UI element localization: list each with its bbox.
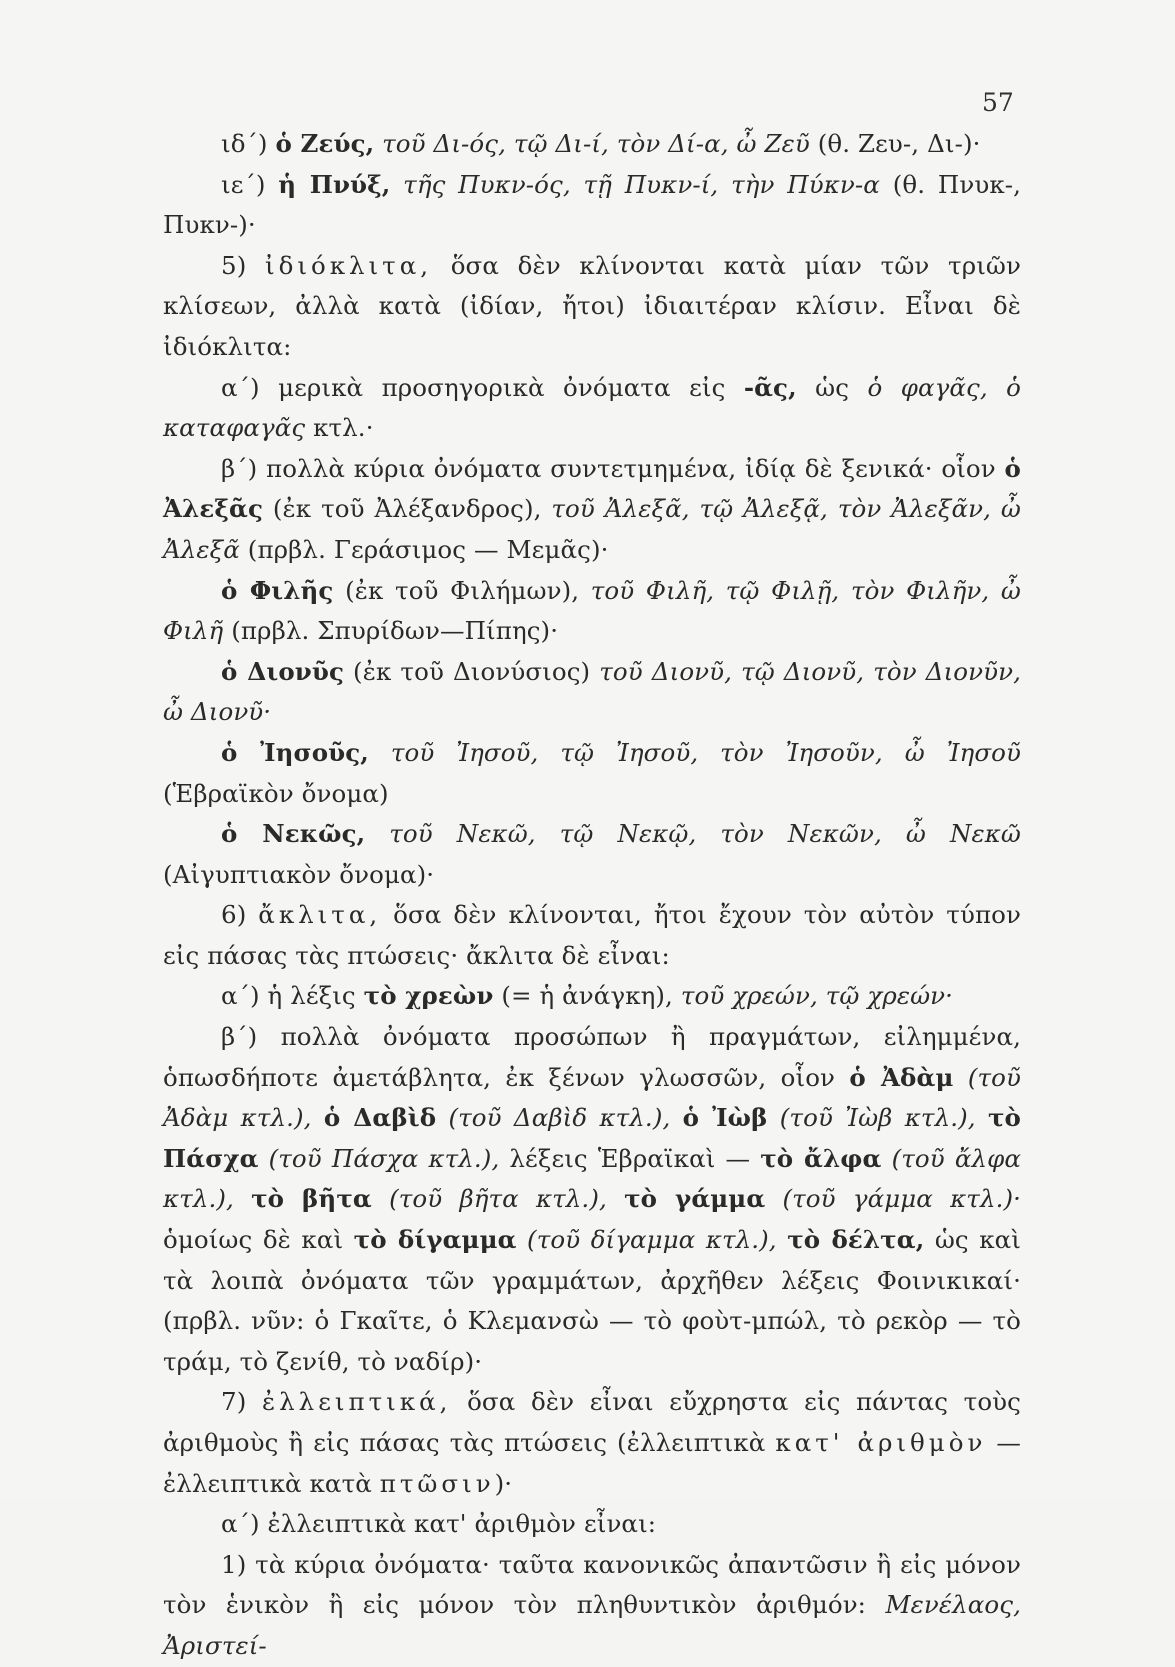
paragraph <box>163 1017 1021 1382</box>
text-run: (ἐκ τοῦ Φιλήμων), <box>333 575 591 605</box>
text-run: (ἐκ τοῦ Διονύσιος) <box>343 656 600 686</box>
text-run: ὁ Ἰησοῦς, <box>221 737 369 767</box>
text-run: τὸ Πάσχα <box>163 1103 1021 1173</box>
text-run: (τοῦ βῆτα κτλ.), <box>371 1184 625 1214</box>
text-run: — ἐλλειπτικὰ κατὰ <box>163 1428 1021 1498</box>
text-run: (πρβλ. Σπυρίδων—Πίπης)· <box>223 616 559 646</box>
text-run: ὁ Νεκῶς, <box>221 819 366 849</box>
text-run: 7) <box>221 1387 262 1417</box>
text-run: τοῦ χρεών, τῷ χρεών· <box>680 981 954 1011</box>
text-run: ἰδιόκλιτα, <box>265 250 433 280</box>
paragraph <box>163 1504 1021 1545</box>
text-run: (τοῦ γάμμα κτλ.)· <box>765 1184 1022 1214</box>
text-run: πτῶσιν <box>379 1468 495 1498</box>
text-run: (Ἑβραϊκὸν ὄνομα) <box>163 778 389 808</box>
text-run: ἄκλιτα, <box>258 900 382 930</box>
text-run: τὸ γάμμα <box>624 1184 766 1214</box>
document-body <box>163 124 1021 1667</box>
text-run: ὁ Ἀδὰμ <box>849 1062 954 1092</box>
text-run: (= ἡ ἀνάγκη), <box>493 981 681 1011</box>
text-run: τοῦ Φιλῆ, τῷ Φιλῇ, τὸν Φιλῆν, ὦ Φιλῆ <box>163 575 1022 646</box>
page-number: 57 <box>982 88 1014 117</box>
text-run: (θ. Ζευ-, Δι-)· <box>809 129 981 158</box>
text-run: ὅσα δὲν εἶναι εὔχρηστα εἰς πάντας τοὺς ἀριθμοὺς ἢ εἰς πάσας τὰς πτώσεις (ἐλλειπτικὰ <box>163 1387 1021 1457</box>
text-run: ὁ Φιλῆς <box>221 575 334 605</box>
text-run: ὁ Ἰὼβ <box>682 1103 768 1133</box>
text-run: ὁ Ζεύς, <box>275 129 375 158</box>
text-run: 6) <box>221 900 259 930</box>
text-run: ὅσα δὲν κλίνονται κατὰ μίαν τῶν τριῶν κλίσεων, ἀλλὰ κατὰ (ἰδίαν, ἤτοι) ἰδιαιτέραν κλίσιν. Εἶναι δὲ ἰδιόκλιτα: <box>163 250 1021 361</box>
text-run: (πρβλ. Γεράσιμος — Μεμᾶς)· <box>239 534 609 564</box>
text-run: Μενέλαος, Ἀριστεί- <box>163 1590 1021 1660</box>
paragraph <box>163 571 1021 652</box>
text-run: κατ' ἀριθμὸν <box>775 1428 987 1457</box>
text-run: τοῦ Νεκῶ, τῷ Νεκῷ, τὸν Νεκῶν, ὦ Νεκῶ <box>365 819 1021 849</box>
text-run: τοῦ Δι-ός, τῷ Δι-ί, τὸν Δί-α, ὦ Ζεῦ <box>374 129 810 158</box>
text-run: β΄) πολλὰ ὀνόματα προσώπων ἢ πραγμάτων, εἰλημμένα, ὁπωσδήποτε ἀμετάβλητα, ἐκ ξένων γλωσσῶν, οἷον <box>163 1022 1021 1092</box>
text-run: ιε΄) <box>221 169 279 199</box>
text-run: (τοῦ Ἀδὰμ κτλ.), <box>163 1062 1021 1133</box>
text-run: ἡ Πνύξ, <box>278 169 391 199</box>
text-run: ὁ φαγᾶς, ὁ καταφαγᾶς <box>163 372 1021 443</box>
text-run: τῆς Πυκν-ός, τῇ Πυκν-ί, τὴν Πύκν-α <box>390 169 880 199</box>
text-run: β΄) πολλὰ κύρια ὀνόματα συντετμημένα, ἰδίᾳ δὲ ξενικά· οἷον <box>221 453 1005 483</box>
text-run: τὸ δέλτα, <box>787 1225 925 1255</box>
text-run: ὡς <box>796 372 868 402</box>
paragraph <box>163 733 1021 814</box>
text-run: 1) τὰ κύρια ὀνόματα· ταῦτα κανονικῶς ἀπαντῶσιν ἢ εἰς μόνον τὸν ἑνικὸν ἢ εἰς μόνον τὸν πληθυντικὸν ἀριθμόν: <box>163 1549 1021 1620</box>
text-run: (ἐκ τοῦ Ἀλέξανδρος), <box>262 494 552 524</box>
text-run: ὁμοίως δὲ καὶ <box>163 1225 354 1255</box>
paragraph <box>163 895 1021 976</box>
paragraph <box>163 246 1021 368</box>
text-run: τοῦ Ἰησοῦ, τῷ Ἰησοῦ, τὸν Ἰησοῦν, ὦ Ἰησοῦ <box>368 737 1022 767</box>
text-run: -ᾶς, <box>743 372 797 402</box>
text-run: (Αἰγυπτιακὸν ὄνομα)· <box>163 859 435 889</box>
text-run: ὁ Δαβὶδ <box>323 1103 437 1133</box>
text-run: τοῦ Διονῦ, τῷ Διονῦ, τὸν Διονῦν, ὦ Διονῦ· <box>163 656 1021 727</box>
text-run: τὸ χρεὼν <box>363 981 494 1011</box>
text-run: ἐλλειπτικά, <box>262 1387 452 1417</box>
text-run: ὅσα δὲν κλίνονται, ἤτοι ἔχουν τὸν αὐτὸν τύπον εἰς πάσας τὰς πτώσεις· ἄκλιτα δὲ εἶναι: <box>163 900 1021 970</box>
text-run: (τοῦ Δαβὶδ κτλ.), <box>436 1103 683 1133</box>
text-run: 5) <box>221 250 265 280</box>
text-run: α΄) ἐλλειπτικὰ κατ' ἀριθμὸν εἶναι: <box>221 1509 657 1539</box>
text-run: (τοῦ Ἰὼβ κτλ.), <box>767 1103 988 1133</box>
text-run: ιδ΄) <box>221 129 276 158</box>
paragraph <box>163 449 1021 571</box>
text-run: τὸ δίγαμμα <box>353 1225 517 1255</box>
paragraph <box>163 652 1021 733</box>
paragraph <box>163 1545 1021 1667</box>
paragraph <box>163 368 1021 449</box>
text-run: )· <box>494 1468 513 1498</box>
text-run: α΄) ἡ λέξις <box>221 981 364 1011</box>
text-run: (τοῦ δίγαμμα κτλ.), <box>516 1225 788 1255</box>
paragraph <box>163 165 1021 246</box>
text-run: λέξεις Ἑβραϊκαὶ — <box>499 1143 761 1173</box>
text-run: (τοῦ Πάσχα κτλ.), <box>258 1143 500 1173</box>
paragraph <box>163 1382 1021 1504</box>
text-run: τοῦ Ἀλεξᾶ, τῷ Ἀλεξᾷ, τὸν Ἀλεξᾶν, ὦ Ἀλεξᾶ <box>163 494 1021 564</box>
paragraph <box>163 124 1021 165</box>
paragraph <box>163 976 1021 1017</box>
text-run: α΄) μερικὰ προσηγορικὰ ὀνόματα εἰς <box>221 372 744 402</box>
text-run: (τοῦ ἄλφα κτλ.), <box>163 1143 1022 1214</box>
text-run: ὁ Διονῦς <box>221 656 344 686</box>
text-run: ὡς καὶ τὰ λοιπὰ ὀνόματα τῶν γραμμάτων, ἀρχῆθεν λέξεις Φοινικικαί· (πρβλ. νῦν: ὁ Γκαῖτε, ὁ Κλεμανσὼ — τὸ φοὺτ-μπώλ, τὸ ρεκὸρ — τὸ τράμ, τὸ ζενίθ, τὸ ναδίρ)· <box>163 1225 1021 1376</box>
text-run: κτλ.· <box>305 413 374 443</box>
text-run: (θ. Πνυκ-, Πυκν-)· <box>163 169 1021 240</box>
text-run: τὸ βῆτα <box>251 1184 372 1214</box>
text-run: ὁ Ἀλεξᾶς <box>163 453 1021 524</box>
text-run: τὸ ἄλφα <box>760 1143 882 1173</box>
paragraph <box>163 814 1021 895</box>
